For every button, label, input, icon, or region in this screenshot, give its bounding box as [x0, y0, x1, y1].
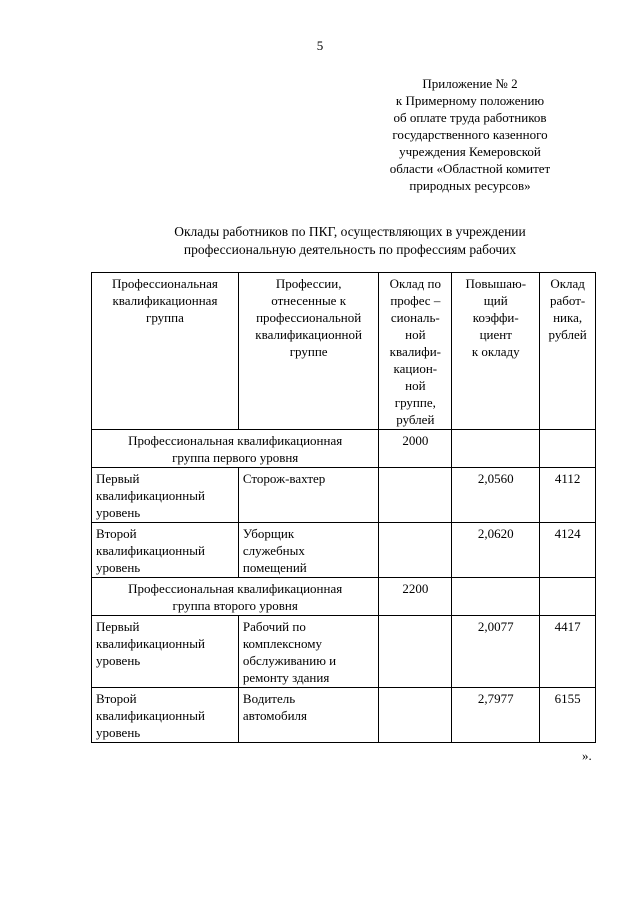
empty-cell	[452, 578, 540, 616]
coefficient: 2,0077	[452, 616, 540, 688]
group-salary: 2000	[379, 430, 452, 468]
appendix-line: об оплате труда работников	[393, 110, 547, 125]
qualification-level: Второй квалификационный уровень	[92, 688, 239, 743]
appendix-line: области «Областной комитет	[389, 161, 551, 176]
qualification-level: Первый квалификационный уровень	[92, 468, 239, 523]
table-header-row	[92, 273, 596, 430]
coefficient: 2,0560	[452, 468, 540, 523]
table-row	[92, 468, 596, 523]
table-row	[92, 523, 596, 578]
appendix-block	[360, 75, 580, 194]
title-line: Оклады работников по ПКГ, осуществляющих в учреждении	[174, 224, 526, 239]
employee-salary: 4124	[540, 523, 596, 578]
qualification-level: Второй квалификационный уровень	[92, 523, 239, 578]
appendix-line: учреждения Кемеровской	[399, 144, 541, 159]
empty-cell	[379, 523, 452, 578]
appendix-line: к Примерному положению	[395, 93, 545, 108]
group-title: Профессиональная квалификационная группа второго уровня	[92, 578, 379, 616]
empty-cell	[379, 688, 452, 743]
document-title	[0, 223, 640, 259]
header-group-salary: Оклад по профес – сиональ- ной квалифи- кацион- ной группе, рублей	[379, 273, 452, 430]
page-number: 5	[316, 38, 324, 53]
title-line: профессиональную деятельность по профессиям рабочих	[183, 242, 517, 257]
employee-salary: 4417	[540, 616, 596, 688]
empty-cell	[452, 430, 540, 468]
empty-cell	[540, 430, 596, 468]
profession: Сторож-вахтер	[238, 468, 378, 523]
header-coefficient: Повышаю- щий коэффи- циент к окладу	[452, 273, 540, 430]
employee-salary: 6155	[540, 688, 596, 743]
profession: Уборщик служебных помещений	[238, 523, 378, 578]
header-employee-salary: Оклад работ- ника, рублей	[540, 273, 596, 430]
coefficient: 2,0620	[452, 523, 540, 578]
group-title: Профессиональная квалификационная группа первого уровня	[92, 430, 379, 468]
appendix-line: Приложение № 2	[422, 76, 518, 91]
empty-cell	[379, 468, 452, 523]
salary-table	[91, 272, 596, 743]
closing-quote: ».	[582, 748, 592, 763]
profession: Рабочий по комплексному обслуживанию и ремонту здания	[238, 616, 378, 688]
appendix-line: природных ресурсов»	[409, 178, 531, 193]
group-title-row	[92, 430, 596, 468]
table-row	[92, 688, 596, 743]
profession: Водитель автомобиля	[238, 688, 378, 743]
table-row	[92, 616, 596, 688]
coefficient: 2,7977	[452, 688, 540, 743]
header-professions: Профессии, отнесенные к профессиональной квалификационной группе	[238, 273, 378, 430]
employee-salary: 4112	[540, 468, 596, 523]
empty-cell	[379, 616, 452, 688]
group-title-row	[92, 578, 596, 616]
qualification-level: Первый квалификационный уровень	[92, 616, 239, 688]
header-group: Профессиональная квалификационная группа	[92, 273, 239, 430]
empty-cell	[540, 578, 596, 616]
group-salary: 2200	[379, 578, 452, 616]
appendix-line: государственного казенного	[392, 127, 548, 142]
